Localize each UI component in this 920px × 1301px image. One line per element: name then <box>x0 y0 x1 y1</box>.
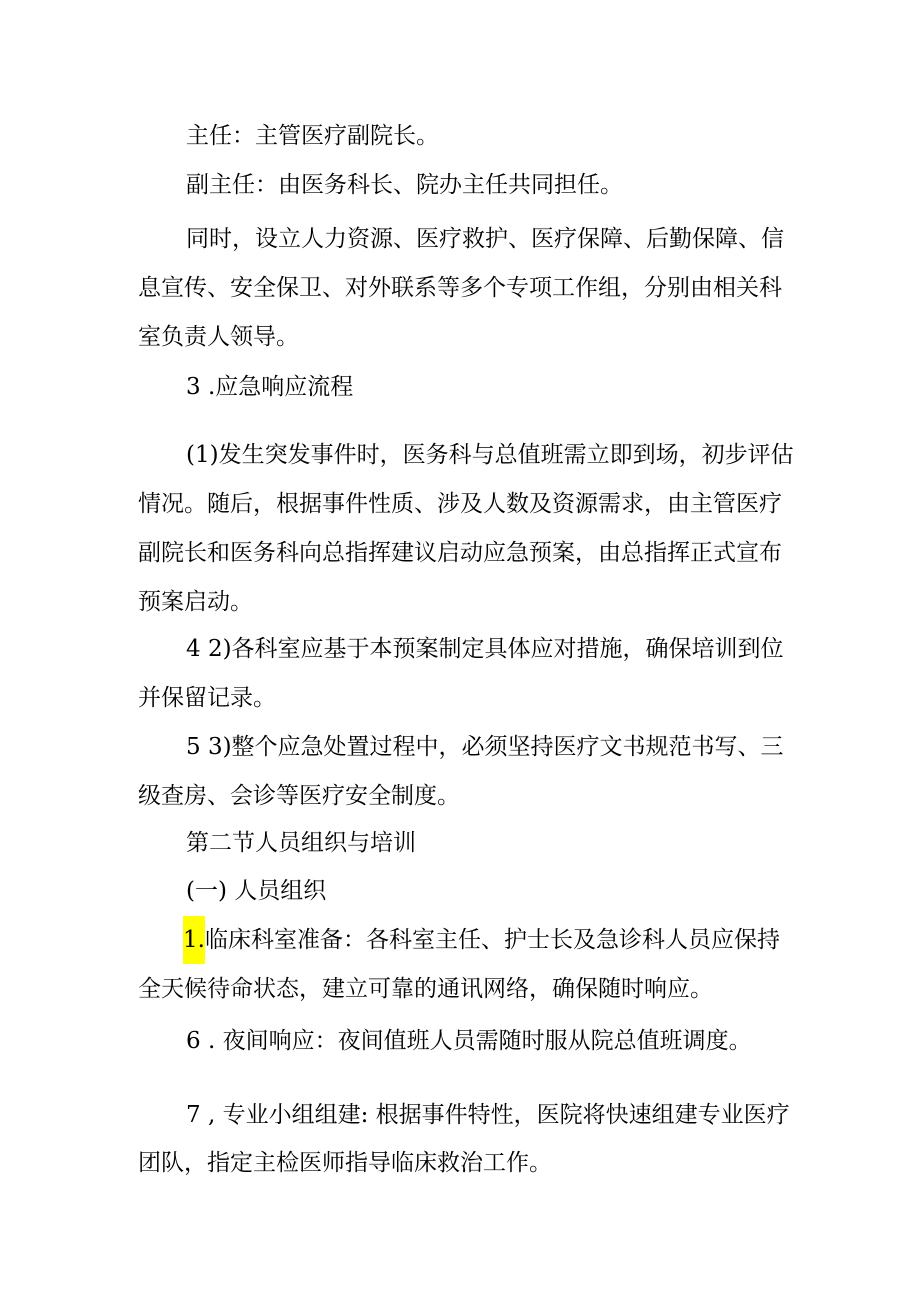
paragraph-line: 6 . 夜间响应：夜间值班人员需随时服从院总值班调度。 <box>186 1028 752 1054</box>
paragraph-line: 全天候待命状态，建立可靠的通讯网络，确保随时响应。 <box>138 976 713 1002</box>
highlighted-number: 1. <box>183 916 205 964</box>
subsection-heading: (一) 人员组织 <box>186 878 327 904</box>
paragraph-line: 4 2)各科室应基于本预案制定具体应对措施，确保培训到位 <box>186 636 784 662</box>
paragraph-line: 7 , 专业小组组建: 根据事件特性，医院将快速组建专业医疗 <box>186 1102 790 1128</box>
section-heading: 第二节人员组织与培训 <box>186 830 416 856</box>
paragraph-line: 并保留记录。 <box>138 685 276 711</box>
paragraph-line: 团队，指定主检医师指导临床救治工作。 <box>138 1150 552 1176</box>
paragraph-text: 临床科室准备：各科室主任、护士长及急诊科人员应保持 <box>204 927 780 953</box>
paragraph-line: 息宣传、安全保卫、对外联系等多个专项工作组，分别由相关科 <box>138 275 782 301</box>
paragraph-line: 副院长和医务科向总指挥建议启动应急预案，由总指挥正式宣布 <box>138 540 782 566</box>
paragraph-line: 级查房、会诊等医疗安全制度。 <box>138 783 460 809</box>
paragraph-line: (1)发生突发事件时，医务科与总值班需立即到场，初步评估 <box>186 442 794 468</box>
paragraph-line: 5 3)整个应急处置过程中，必须坚持医疗文书规范书写、三 <box>186 734 784 760</box>
paragraph-line: 主任：主管医疗副院长。 <box>186 123 439 149</box>
paragraph-line: 预案启动。 <box>138 589 253 615</box>
paragraph-line: 同时，设立人力资源、医疗救护、医疗保障、后勤保障、信 <box>186 226 784 252</box>
section-heading: 3 .应急响应流程 <box>186 374 354 400</box>
paragraph-line: 情况。随后，根据事件性质、涉及人数及资源需求，由主管医疗 <box>138 491 782 517</box>
paragraph-line <box>183 925 780 955</box>
paragraph-line: 室负责人领导。 <box>138 324 299 350</box>
paragraph-line: 副主任：由医务科长、院办主任共同担任。 <box>186 172 623 198</box>
